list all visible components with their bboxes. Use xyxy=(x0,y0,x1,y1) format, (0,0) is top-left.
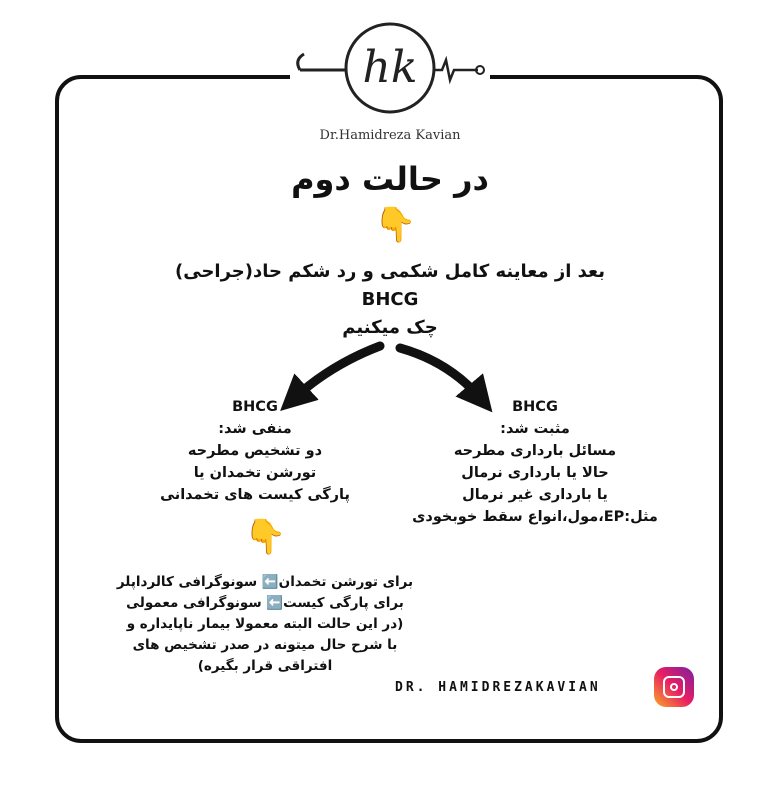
positive-line: یا بارداری غیر نرمال xyxy=(462,487,608,503)
followup-line: برای تورشن تخمدان⬅️ سونوگرافی کالرداپلر xyxy=(116,574,414,590)
positive-status: مثبت شد: xyxy=(500,421,570,437)
logo-caption: Dr.Hamidreza Kavian xyxy=(319,128,461,143)
negative-status: منفی شد: xyxy=(218,421,292,437)
page-title: در حالت دوم xyxy=(291,160,489,198)
signature: DR. HAMIDREZAKAVIAN xyxy=(395,680,601,695)
followup-text xyxy=(95,572,435,677)
positive-line: مسائل بارداری مطرحه xyxy=(453,443,617,459)
intro-line-2: BHCG xyxy=(361,289,419,310)
negative-line: تورشن تخمدان یا xyxy=(193,465,317,481)
positive-branch xyxy=(405,396,665,528)
arrow-left-icon xyxy=(292,346,380,400)
positive-line: مثل:EP،مول،انواع سقط خوبخودی xyxy=(412,509,658,525)
negative-label: BHCG xyxy=(232,399,278,415)
hand-pointing-down-icon: 👇 xyxy=(374,205,417,245)
instagram-icon[interactable] xyxy=(654,667,694,707)
negative-line: دو تشخیص مطرحه xyxy=(187,443,323,459)
intro-line-1: بعد از معاینه کامل شکمی و رد شکم حاد(جراحی) xyxy=(175,261,605,282)
logo-monogram: hk xyxy=(362,42,418,93)
positive-line: حالا یا بارداری نرمال xyxy=(461,465,609,481)
intro-line-3: چک میکنیم xyxy=(342,317,438,338)
arrow-right-icon xyxy=(400,348,482,400)
followup-line: برای پارگی کیست⬅️ سونوگرافی معمولی xyxy=(126,595,404,611)
negative-branch xyxy=(130,396,380,506)
positive-label: BHCG xyxy=(512,399,558,415)
hand-pointing-down-icon: 👇 xyxy=(244,517,287,557)
followup-line: با شرح حال میتونه در صدر تشخیص های xyxy=(132,637,398,653)
followup-line: افتراقی قرار بگیره) xyxy=(197,658,333,674)
negative-line: پارگی کیست های تخمدانی xyxy=(160,487,350,503)
followup-line: (در این حالت البته معمولا بیمار ناپایداره و xyxy=(126,616,404,632)
